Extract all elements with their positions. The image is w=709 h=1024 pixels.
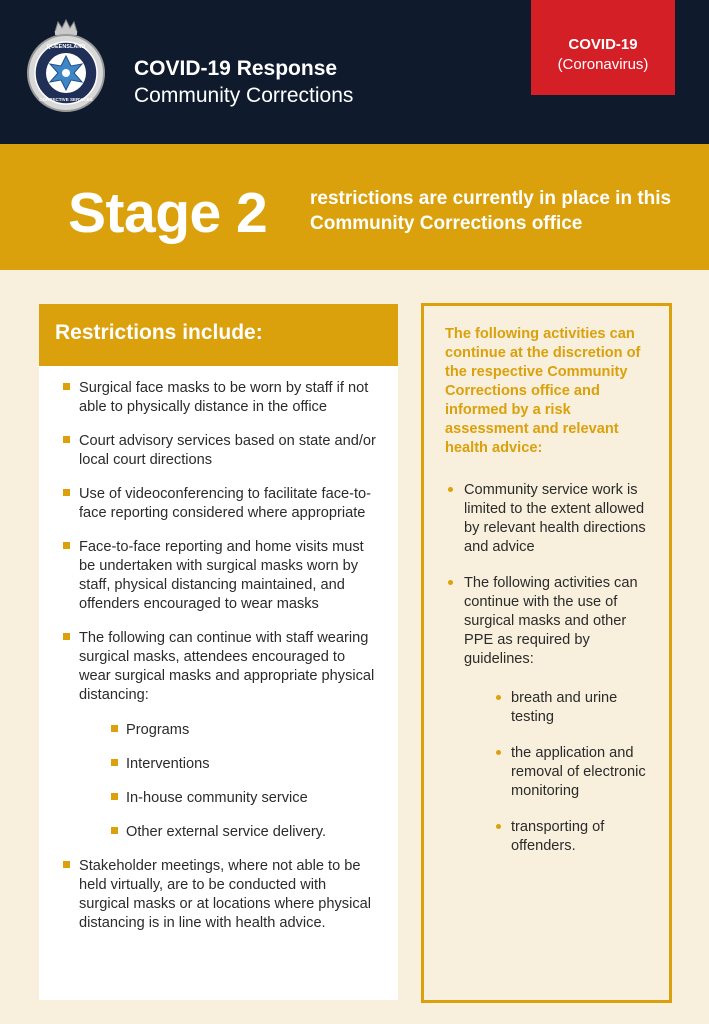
square-bullet-icon <box>63 633 70 640</box>
list-item-text: The following activities can continue with the use of surgical masks and other PPE as required by guidelines: <box>464 575 638 667</box>
square-bullet-icon <box>63 861 70 868</box>
covid-label-box <box>531 0 675 95</box>
list-item-text: Use of videoconferencing to facilitate face-to-face reporting considered where appropriate <box>79 486 372 521</box>
list-item-text: Court advisory services based on state and/or local court directions <box>79 433 376 468</box>
queensland-corrective-services-badge-icon <box>22 18 110 114</box>
restrictions-heading: Restrictions include: <box>39 304 398 366</box>
sublist-item <box>494 818 657 856</box>
square-bullet-icon <box>63 383 70 390</box>
sublist-item-text: breath and urine testing <box>511 690 618 725</box>
sublist-item-text: Interventions <box>126 756 210 772</box>
square-bullet-icon <box>63 489 70 496</box>
sublist-item <box>111 755 380 774</box>
square-bullet-icon <box>111 759 118 766</box>
stage-description: restrictions are currently in place in this Community Corrections office <box>310 188 672 234</box>
list-item-text: Face-to-face reporting and home visits must be undertaken with surgical masks worn by staff, physical distancing maintained, and offenders encouraged to wear masks <box>79 539 364 612</box>
sublist-item <box>111 789 380 808</box>
activities-sublist <box>464 669 657 856</box>
round-bullet-icon <box>448 580 453 585</box>
list-item <box>63 538 380 614</box>
round-bullet-icon <box>448 487 453 492</box>
restrictions-panel <box>39 304 398 1000</box>
page-title: COVID-19 Response <box>134 57 338 80</box>
sublist-item <box>494 744 657 801</box>
list-item <box>63 629 380 842</box>
square-bullet-icon <box>111 793 118 800</box>
list-item <box>63 485 380 523</box>
list-item <box>446 574 657 856</box>
title-block <box>134 56 353 110</box>
covid-sublabel: (Coronavirus) <box>557 56 649 73</box>
header-bar <box>0 0 709 144</box>
list-item <box>63 432 380 470</box>
activities-heading: The following activities can continue at the discretion of the respective Community Corrections office and informed by a risk assessment and relevant health advice: <box>445 326 641 456</box>
square-bullet-icon <box>63 542 70 549</box>
list-item-text: The following can continue with staff wearing surgical masks, attendees encouraged to wear surgical masks and appropriate physical distancing: <box>79 630 375 703</box>
svg-text:CORRECTIVE SERVICES: CORRECTIVE SERVICES <box>39 97 93 102</box>
sublist-item <box>111 823 380 842</box>
round-bullet-icon <box>496 695 501 700</box>
sublist-item-text: transporting of offenders. <box>511 819 605 854</box>
list-item-text: Surgical face masks to be worn by staff if not able to physically distance in the office <box>79 380 369 415</box>
activities-panel <box>421 303 672 1003</box>
round-bullet-icon <box>496 750 501 755</box>
covid-label: COVID-19 <box>568 36 638 53</box>
page-subtitle: Community Corrections <box>134 84 354 107</box>
restrictions-sublist <box>79 705 380 842</box>
activities-list <box>424 458 669 856</box>
list-item <box>63 379 380 417</box>
svg-text:QUEENSLAND: QUEENSLAND <box>46 44 86 50</box>
sublist-item-text: Other external service delivery. <box>126 824 327 840</box>
stage-title: Stage 2 <box>68 181 268 245</box>
round-bullet-icon <box>496 824 501 829</box>
square-bullet-icon <box>111 725 118 732</box>
list-item <box>63 857 380 933</box>
sublist-item <box>494 689 657 727</box>
square-bullet-icon <box>111 827 118 834</box>
sublist-item-text: In-house community service <box>126 790 308 806</box>
list-item-text: Stakeholder meetings, where not able to be held virtually, are to be conducted with surgical masks or at locations where physical distancing is in line with health advice. <box>79 858 371 931</box>
list-item <box>446 481 657 557</box>
restrictions-list <box>39 366 398 933</box>
square-bullet-icon <box>63 436 70 443</box>
list-item-text: Community service work is limited to the extent allowed by relevant health directions and advice <box>464 482 646 555</box>
sublist-item <box>111 721 380 740</box>
sublist-item-text: the application and removal of electronic monitoring <box>511 745 646 799</box>
sublist-item-text: Programs <box>126 722 190 738</box>
